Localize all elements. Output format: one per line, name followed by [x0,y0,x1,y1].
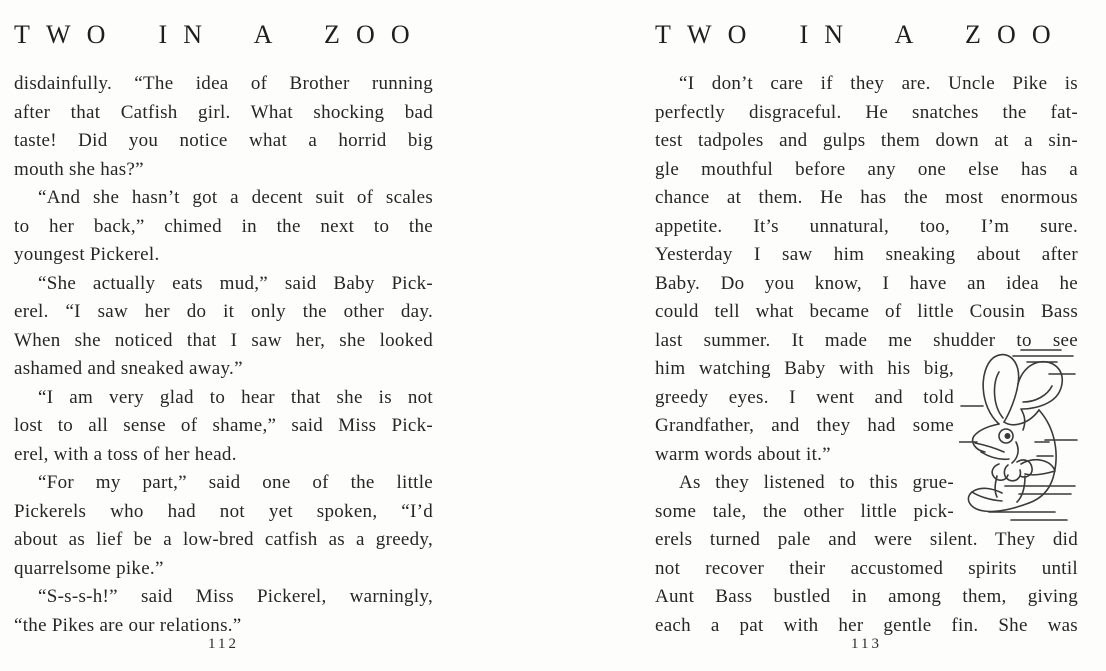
text-line: him watching Baby with his big, [655,358,954,379]
text-line: erel, with a toss of her head. [14,443,237,465]
text-line: mouth she has?” [14,158,144,180]
text-line: not recover their accustomed spirits until [655,557,1078,579]
text-line: quarrelsome pike.” [14,557,164,579]
running-head-right: TWO IN A ZOO [655,20,1067,49]
running-head-left: TWO IN A ZOO [14,20,426,49]
text-line: “I am very glad to hear that she is not [38,386,433,408]
text-line: taste! Did you notice what a horrid big [14,130,433,151]
text-line: Baby. Do you know, I have an idea he [655,272,1078,294]
text-line: Aunt Bass bustled in among them, giving [655,586,1078,607]
fish-in-bonnet-illustration [959,344,1079,526]
text-line: “She actually eats mud,” said Baby Pick- [38,272,433,294]
text-line: erels turned pale and were silent. They did [655,529,1078,550]
text-line: “the Pikes are our relations.” [14,614,242,636]
text-line: could tell what became of little Cousin Bass [655,301,1078,322]
page-number-left: 112 [208,636,239,652]
text-line: When she noticed that I saw her, she looked [14,329,433,351]
text-line: about as lief be a low-bred catfish as a greedy, [14,529,433,550]
text-line: greedy eyes. I went and told [655,386,954,408]
text-line: after that Catfish girl. What shocking bad [14,101,433,123]
text-line: “And she hasn’t got a decent suit of scales [38,187,433,208]
text-line: Pickerels who had not yet spoken, “I’d [14,500,433,522]
text-line: Grandfather, and they had some [655,415,954,436]
text-line: warm words about it.” [655,443,831,465]
text-line: some tale, the other little pick- [655,500,954,522]
text-line: last summer. It made me shudder to see [655,329,1078,351]
text-line: test tadpoles and gulps them down at a sin- [655,130,1078,151]
text-line: gle mouthful before any one else has a [655,158,1078,180]
text-line: youngest Pickerel. [14,244,160,265]
text-line: appetite. It’s unnatural, too, I’m sure. [655,215,1078,237]
text-line: lost to all sense of shame,” said Miss Pick- [14,415,433,436]
text-line: “I don’t care if they are. Uncle Pike is [679,73,1078,94]
text-line: ashamed and sneaked away.” [14,358,243,379]
text-line: each a pat with her gentle fin. She was [655,614,1078,636]
page-left [14,20,433,660]
text-line: perfectly disgraceful. He snatches the fat- [655,101,1078,123]
text-line: “For my part,” said one of the little [38,472,433,493]
page-number-right: 113 [851,636,882,652]
text-line: As they listened to this grue- [679,472,954,493]
text-line: to her back,” chimed in the next to the [14,215,433,237]
page-right [655,20,1078,660]
text-line: Yesterday I saw him sneaking about after [655,244,1078,265]
text-line: chance at them. He has the most enormous [655,187,1078,208]
body-text-left [14,70,433,640]
text-line: erel. “I saw her do it only the other day. [14,301,433,322]
text-line: disdainfully. “The idea of Brother running [14,73,433,94]
text-line: “S-s-s-h!” said Miss Pickerel, warningly, [38,586,433,607]
